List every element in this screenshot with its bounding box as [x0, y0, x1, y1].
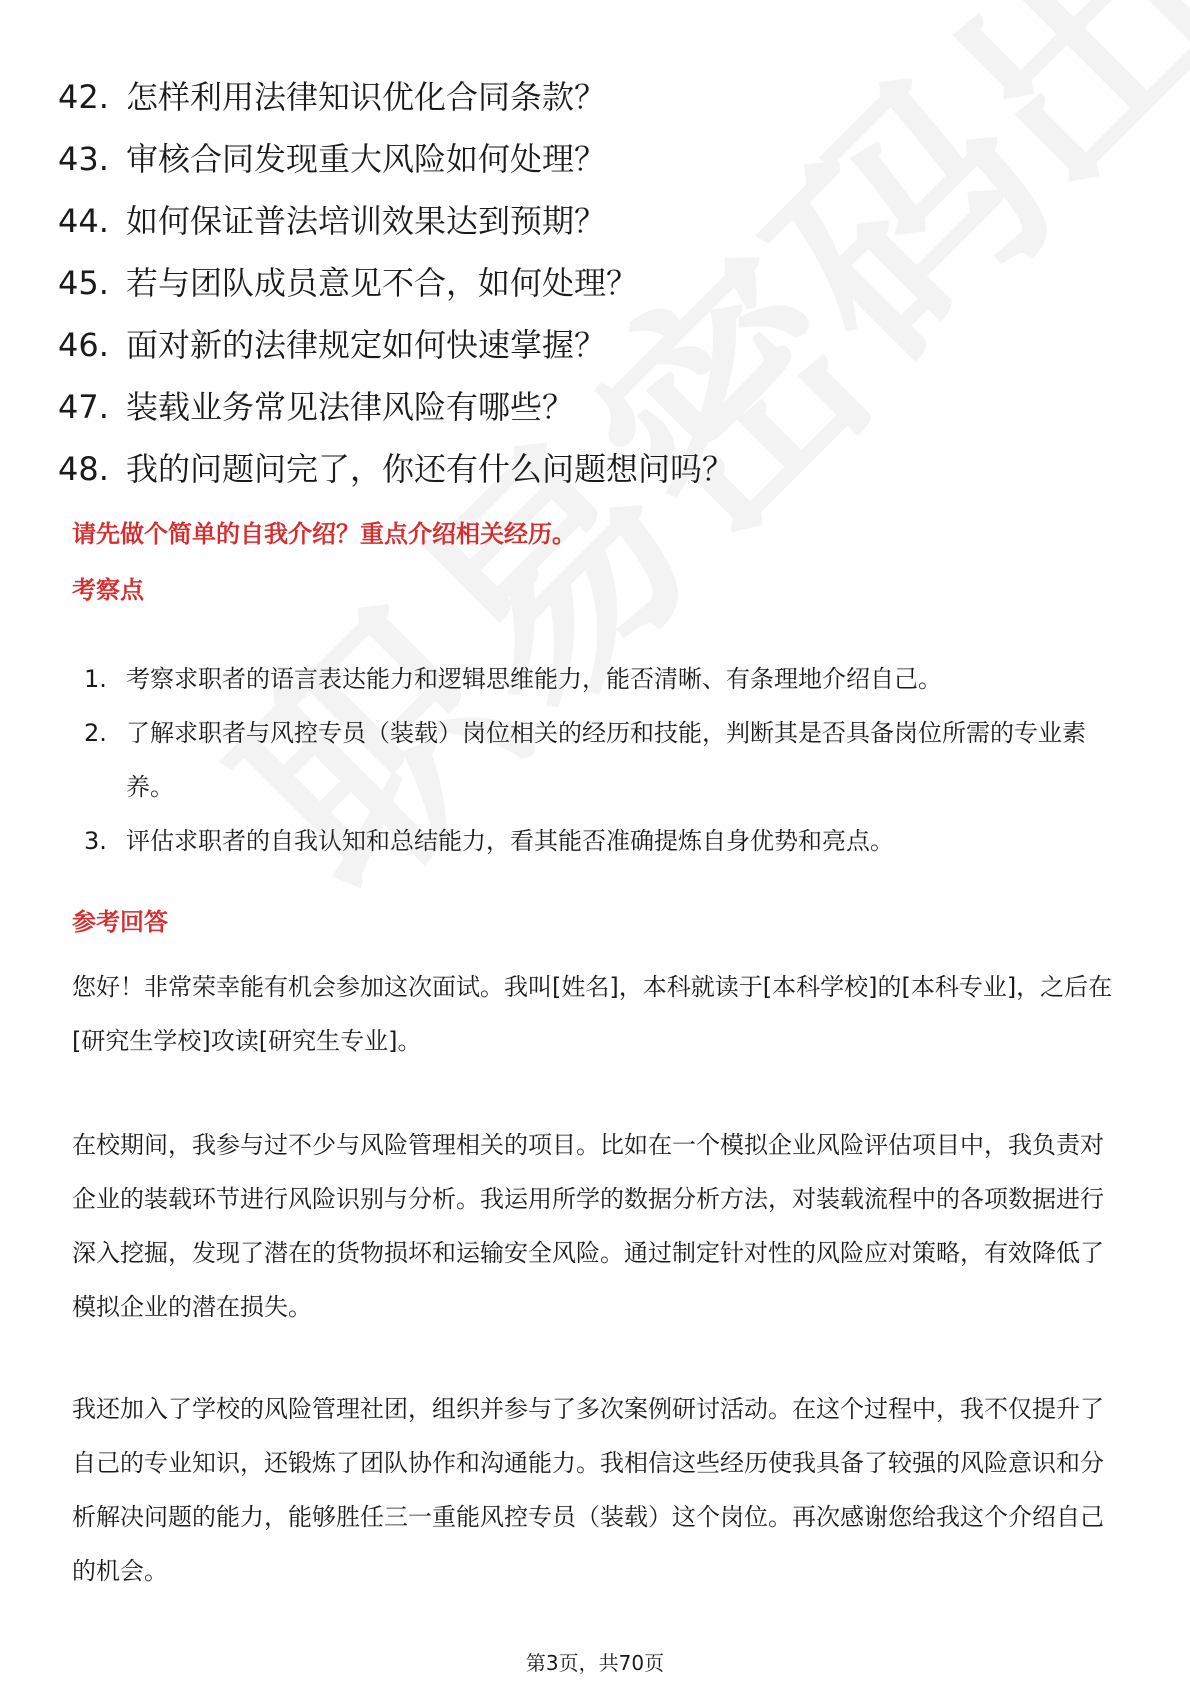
- question-item: [58, 314, 734, 376]
- question-number: 46.: [58, 326, 109, 364]
- focus-point-number: 1.: [84, 665, 107, 693]
- question-title: 请先做个简单的自我介绍？重点介绍相关经历。: [72, 520, 576, 548]
- answer-paragraph: 我还加入了学校的风险管理社团，组织并参与了多次案例研讨活动。在这个过程中，我不仅提升了自己的专业知识，还锻炼了团队协作和沟通能力。我相信这些经历使我具备了较强的风险意识和分析解决问题的能力，能够胜任三一重能风控专员（装载）这个岗位。再次感谢您给我这个介绍自己的机会。: [72, 1395, 1104, 1585]
- question-item: [58, 376, 734, 438]
- focus-point-number: 2.: [84, 719, 107, 747]
- question-number: 47.: [58, 388, 109, 426]
- focus-heading: 考察点: [72, 576, 144, 604]
- focus-point: [84, 652, 1124, 706]
- page-footer: 第3页，共70页: [525, 1651, 665, 1675]
- focus-points-list: [84, 652, 1124, 868]
- question-text: 怎样利用法律知识优化合同条款？: [126, 78, 607, 116]
- question-text: 面对新的法律规定如何快速掌握？: [126, 326, 607, 364]
- answer-heading: 参考回答: [72, 908, 168, 936]
- question-item: [58, 252, 734, 314]
- question-number: 42.: [58, 78, 109, 116]
- answer-paragraph: 您好！非常荣幸能有机会参加这次面试。我叫[姓名]，本科就读于[本科学校]的[本科专业]，之后在[研究生学校]攻读[研究生专业]。: [72, 973, 1113, 1055]
- focus-point-text: 评估求职者的自我认知和总结能力，看其能否准确提炼自身优势和亮点。: [126, 827, 894, 855]
- focus-point: [84, 706, 1124, 814]
- question-number: 43.: [58, 140, 109, 178]
- question-item: [58, 66, 734, 128]
- answer-paragraph: 在校期间，我参与过不少与风险管理相关的项目。比如在一个模拟企业风险评估项目中，我负责对企业的装载环节进行风险识别与分析。我运用所学的数据分析方法，对装载流程中的各项数据进行深入挖掘，发现了潜在的货物损坏和运输安全风险。通过制定针对性的风险应对策略，有效降低了模拟企业的潜在损失。: [72, 1131, 1104, 1321]
- question-text: 如何保证普法培训效果达到预期？: [126, 202, 607, 240]
- question-number: 45.: [58, 264, 109, 302]
- question-number: 48.: [58, 450, 109, 488]
- focus-point-text: 了解求职者与风控专员（装载）岗位相关的经历和技能，判断其是否具备岗位所需的专业素养。: [126, 719, 1086, 801]
- question-text: 审核合同发现重大风险如何处理？: [126, 140, 607, 178]
- question-item: [58, 438, 734, 500]
- question-text: 我的问题问完了，你还有什么问题想问吗？: [126, 450, 735, 488]
- focus-point-text: 考察求职者的语言表达能力和逻辑思维能力，能否清晰、有条理地介绍自己。: [126, 665, 942, 693]
- question-list: [58, 66, 734, 500]
- focus-point-number: 3.: [84, 827, 107, 855]
- question-item: [58, 128, 734, 190]
- question-item: [58, 190, 734, 252]
- question-text: 装载业务常见法律风险有哪些？: [126, 388, 575, 426]
- question-number: 44.: [58, 202, 109, 240]
- question-text: 若与团队成员意见不合，如何处理？: [126, 264, 639, 302]
- focus-point: [84, 814, 1124, 868]
